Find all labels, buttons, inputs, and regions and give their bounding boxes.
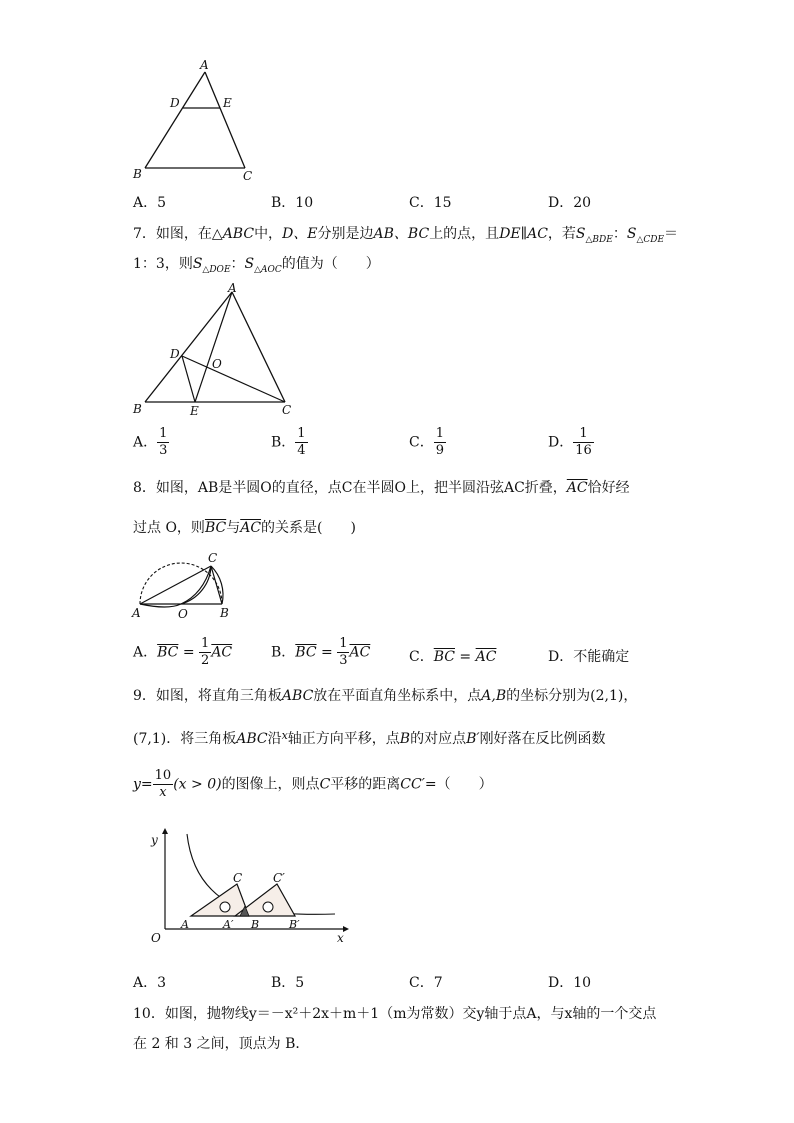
numerator: 1 xyxy=(159,426,168,441)
q7-option-a[interactable] xyxy=(133,426,169,459)
q9-coord: (2,1) xyxy=(590,688,624,704)
q9-line-3 xyxy=(133,768,493,801)
q7-text: 上的点，且 xyxy=(429,226,500,242)
q6-option-c[interactable]: C．15 xyxy=(409,195,452,211)
q10-line-1: 10．如图，抛物线y＝－x²＋2x＋m＋1（m为常数）交y轴于点A，与x轴的一个交点 xyxy=(133,1006,657,1022)
q9-text: 沿 xyxy=(267,731,282,747)
q6-option-a[interactable]: A．5 xyxy=(133,195,167,211)
q7-line-2 xyxy=(133,254,380,280)
label-C: C xyxy=(208,551,218,565)
q10-line-2: 在 2 和 3 之间，顶点为 B． xyxy=(133,1036,310,1052)
q9-text: 刚好落在反比例函数 xyxy=(479,731,606,747)
arc-BC: $\overline{BC}$ xyxy=(204,520,227,536)
option-letter: B． xyxy=(271,434,296,451)
label-D: D xyxy=(170,347,180,361)
label-A-prime: A′ xyxy=(223,918,234,931)
q7-area-symbol: S xyxy=(575,226,586,242)
q7-text: ，若 xyxy=(547,226,576,242)
q7-var: ABC xyxy=(222,226,255,242)
q7-text: 分别是边 xyxy=(317,226,374,242)
q9-var: ABC xyxy=(236,731,268,747)
label-E: E xyxy=(223,96,232,110)
q8-text: 恰好经 xyxy=(587,480,630,496)
option-letter: A． xyxy=(133,644,158,661)
fraction xyxy=(295,426,307,459)
q9-var: x xyxy=(281,729,288,742)
arc-BC: $\overline{BC}$ xyxy=(295,644,317,661)
option-letter: B． xyxy=(271,644,296,661)
arc-AC: $\overline{AC}$ xyxy=(211,644,233,661)
arc-AC: $\overline{AC}$ xyxy=(475,649,497,665)
q6-triangle-figure xyxy=(128,58,263,184)
label-A: A xyxy=(228,282,237,295)
arc-BC: $\overline{BC}$ xyxy=(433,649,455,665)
option-letter: C． xyxy=(409,434,434,451)
q9-text: = xyxy=(140,776,153,793)
label-B: B xyxy=(133,402,142,416)
fraction xyxy=(573,426,594,459)
q9-var: B xyxy=(399,731,411,747)
arc-BC: $\overline{BC}$ xyxy=(157,644,179,661)
q7-area-subscript: △DOE xyxy=(202,264,231,275)
arc-AC: $\overline{AC}$ xyxy=(349,644,371,661)
label-A: A xyxy=(181,918,189,931)
q7-area-subscript: △AOC xyxy=(254,264,282,275)
q7-text: 中， xyxy=(254,226,283,242)
label-O: O xyxy=(178,607,188,621)
q8-text: 过点 O，则 xyxy=(133,520,205,536)
numerator: 1 xyxy=(339,636,348,651)
option-letter: A． xyxy=(133,434,158,451)
option-letter: C． xyxy=(409,649,434,665)
q9-text: 轴正方向平移，点 xyxy=(287,731,400,747)
option-letter: D． xyxy=(548,434,574,451)
q7-area-symbol: S xyxy=(244,256,255,272)
denominator: 2 xyxy=(201,653,210,668)
q9-option-b[interactable]: B．5 xyxy=(271,975,305,991)
q9-var: A,B xyxy=(481,688,507,704)
q9-line-1 xyxy=(133,686,637,706)
q9-var: ABC xyxy=(281,688,314,704)
q8-text: 8．如图，AB是半圆O的直径，点C在半圆O上，把半圆沿弦AC折叠， xyxy=(133,480,567,496)
q9-option-a[interactable]: A．3 xyxy=(133,975,167,991)
q7-triangle-figure xyxy=(128,282,303,420)
label-C-prime: C′ xyxy=(273,871,285,885)
fraction xyxy=(199,636,211,669)
q8-option-b[interactable]: B．$\overline{BC}$ = $\frac{1}{3}$ $\overline{AC}$ xyxy=(271,636,371,668)
q9-text: 的图像上，则点 xyxy=(221,776,320,793)
fraction xyxy=(434,426,446,459)
q7-area-symbol: S xyxy=(626,226,637,242)
numerator: 1 xyxy=(435,426,444,441)
q9-var: C xyxy=(319,776,331,793)
q9-var: y xyxy=(133,776,141,793)
q7-var: DE∥AC xyxy=(499,226,548,242)
label-A: A xyxy=(132,606,141,620)
q8-semicircle-figure xyxy=(128,550,248,622)
q8-text: 与 xyxy=(226,520,241,536)
label-x: x xyxy=(337,931,344,945)
q9-text: 平移的距离 xyxy=(330,776,401,793)
label-y: y xyxy=(151,833,158,847)
q7-option-d[interactable] xyxy=(548,426,594,459)
label-C: C xyxy=(282,403,292,417)
q7-option-c[interactable] xyxy=(409,426,446,459)
q9-text: 9．如图，将直角三角板 xyxy=(133,688,282,704)
q7-option-b[interactable] xyxy=(271,426,308,459)
q7-line-1 xyxy=(133,224,678,250)
q9-text: 的对应点 xyxy=(410,731,467,747)
label-B: B xyxy=(133,167,142,181)
label-C: C xyxy=(233,871,243,885)
label-A: A xyxy=(200,58,209,72)
arc-AC: $\overline{AC}$ xyxy=(240,520,262,536)
q7-area-subscript: △BDE xyxy=(585,234,613,245)
label-D: D xyxy=(170,96,180,110)
denominator: 4 xyxy=(297,443,306,458)
numerator: 1 xyxy=(297,426,306,441)
q9-line-2 xyxy=(133,726,606,749)
q8-line-1 xyxy=(133,478,630,498)
label-O: O xyxy=(151,931,161,945)
q7-var: D、E xyxy=(282,226,318,242)
q9-condition: (x > 0) xyxy=(173,776,222,793)
q9-text: 放在平面直角坐标系中，点 xyxy=(313,688,482,704)
q8-line-2 xyxy=(133,518,356,538)
q9-text: =（ ） xyxy=(424,776,493,793)
numerator: 1 xyxy=(201,636,210,651)
denominator: 3 xyxy=(339,653,348,668)
denominator: 9 xyxy=(435,443,444,458)
q6-option-d[interactable]: D．20 xyxy=(548,195,592,211)
q7-area-symbol: S xyxy=(192,256,203,272)
denominator: x xyxy=(159,785,167,800)
label-B-prime: B′ xyxy=(289,918,300,931)
fraction xyxy=(153,768,174,801)
q7-text: ： xyxy=(612,226,627,242)
q8-option-a[interactable]: A．$\overline{BC}$ = $\frac{1}{2}$ $\overline{AC}$ xyxy=(133,636,233,668)
q7-text: 7．如图，在△ xyxy=(133,226,223,242)
q9-coordinate-figure xyxy=(145,826,360,951)
q9-var: B′ xyxy=(466,731,480,747)
fraction xyxy=(337,636,349,669)
q9-var: CC′ xyxy=(400,776,425,793)
q7-text: 1：3，则 xyxy=(133,256,193,272)
label-B: B xyxy=(251,918,260,931)
q9-text: 的坐标分别为 xyxy=(506,688,591,704)
fraction xyxy=(157,426,169,459)
q9-option-d[interactable]: D．10 xyxy=(548,975,592,991)
q9-option-c[interactable]: C．7 xyxy=(409,975,443,991)
label-C: C xyxy=(243,169,253,183)
q9-text: ， xyxy=(623,688,638,704)
numerator: 10 xyxy=(154,768,172,783)
q8-option-d[interactable]: D．不能确定 xyxy=(548,649,630,665)
q7-text: 的值为（ ） xyxy=(281,256,380,272)
denominator: 16 xyxy=(575,443,592,458)
arc-AC: $\overline{AC}$ xyxy=(566,480,588,496)
q7-text: ＝ xyxy=(664,226,679,242)
numerator: 1 xyxy=(573,426,594,443)
q9-text: ．将三角板 xyxy=(166,731,237,747)
q7-area-subscript: △CDE xyxy=(636,234,665,245)
q7-text: ： xyxy=(230,256,245,272)
q6-option-b[interactable]: B．10 xyxy=(271,195,314,211)
q8-option-c[interactable]: C．$\overline{BC} = \overline{AC}$ xyxy=(409,649,497,665)
label-O: O xyxy=(212,357,222,371)
q8-text: 的关系是( ) xyxy=(261,520,356,536)
q7-var: AB、BC xyxy=(373,226,430,242)
q9-coord: (7,1) xyxy=(133,731,167,747)
denominator: 3 xyxy=(159,443,168,458)
label-B: B xyxy=(220,606,229,620)
label-E: E xyxy=(190,404,199,418)
